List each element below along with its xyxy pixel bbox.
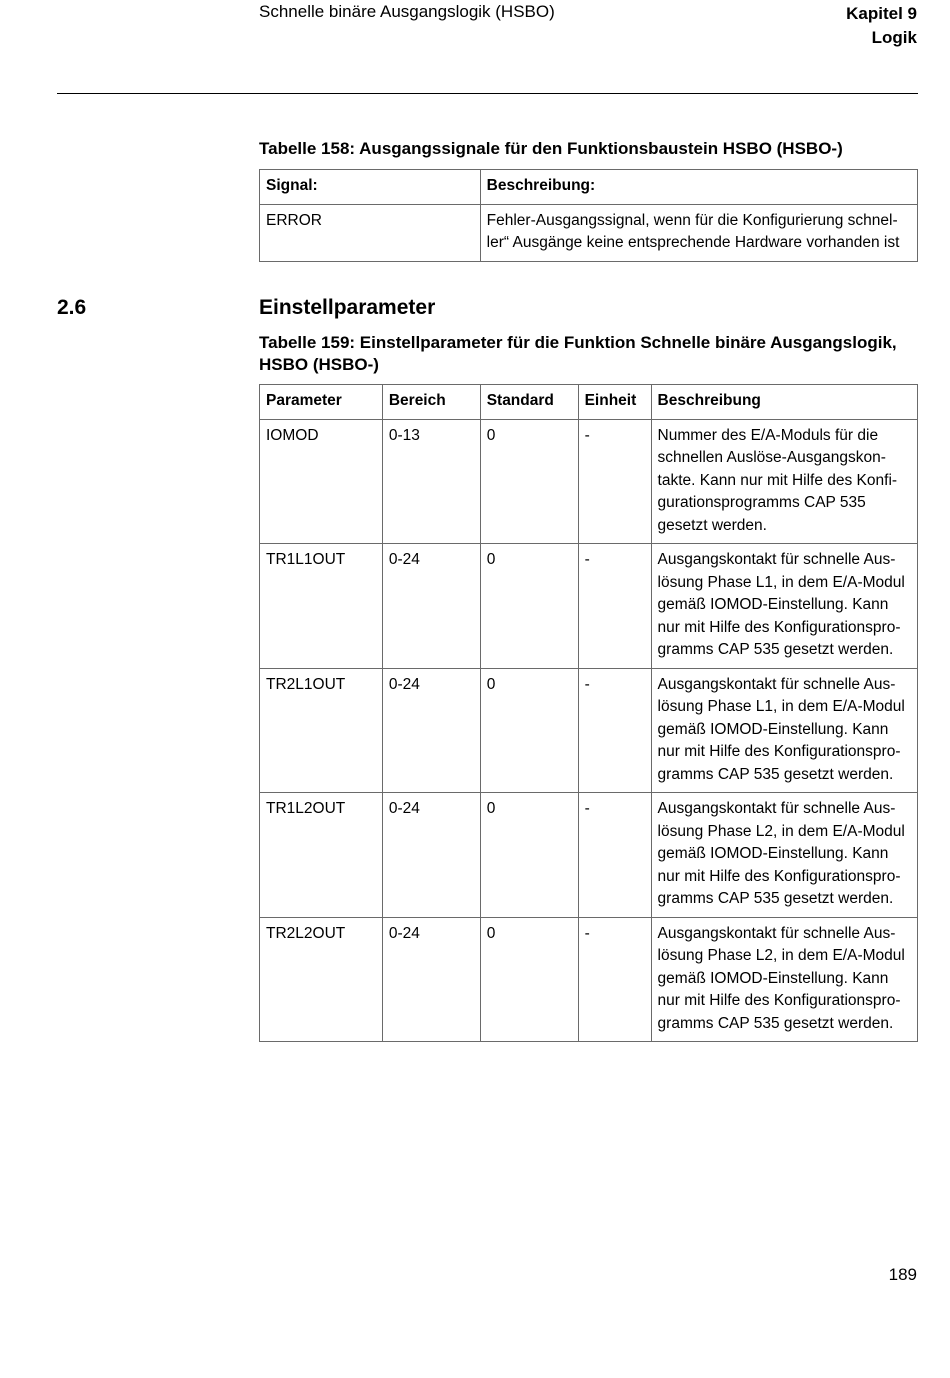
chapter-title: Logik xyxy=(871,28,917,47)
unit-cell: - xyxy=(578,668,651,793)
column-header-unit: Einheit xyxy=(578,385,651,420)
unit-cell: - xyxy=(578,793,651,918)
description-cell: Ausgangskontakt für schnelle Aus- lösung Phase L2, in dem E/A-Modul gemäß IOMOD-Einstellung. Kann nur mit Hilfe des Konfigurationspro- gramms CAP 535 gesetzt werden. xyxy=(651,793,917,918)
unit-cell: - xyxy=(578,544,651,669)
column-header-description: Beschreibung xyxy=(651,385,917,420)
table-158 xyxy=(259,169,918,262)
table-header-row xyxy=(260,170,918,205)
table-row xyxy=(260,917,918,1042)
table-row xyxy=(260,544,918,669)
chapter-heading xyxy=(846,2,917,50)
column-header-parameter: Parameter xyxy=(260,385,383,420)
unit-cell: - xyxy=(578,419,651,544)
parameter-cell: TR2L2OUT xyxy=(260,917,383,1042)
description-cell: Ausgangskontakt für schnelle Aus- lösung Phase L1, in dem E/A-Modul gemäß IOMOD-Einstellung. Kann nur mit Hilfe des Konfigurationspro- gramms CAP 535 gesetzt werden. xyxy=(651,668,917,793)
column-header-range: Bereich xyxy=(382,385,480,420)
default-cell: 0 xyxy=(480,544,578,669)
column-header-signal: Signal: xyxy=(260,170,481,205)
parameter-cell: TR1L1OUT xyxy=(260,544,383,669)
description-cell: Ausgangskontakt für schnelle Aus- lösung Phase L1, in dem E/A-Modul gemäß IOMOD-Einstellung. Kann nur mit Hilfe des Konfigurationspro- gramms CAP 535 gesetzt werden. xyxy=(651,544,917,669)
range-cell: 0-24 xyxy=(382,793,480,918)
section-number: 2.6 xyxy=(57,296,87,319)
default-cell: 0 xyxy=(480,668,578,793)
description-cell: Fehler-Ausgangssignal, wenn für die Konfigurierung schnel- ler“ Ausgänge keine entsprechende Hardware vorhanden ist xyxy=(480,204,917,261)
signal-cell: ERROR xyxy=(260,204,481,261)
range-cell: 0-13 xyxy=(382,419,480,544)
parameter-cell: TR2L1OUT xyxy=(260,668,383,793)
table-row xyxy=(260,204,918,261)
table-159-caption: Tabelle 159: Einstellparameter für die Funktion Schnelle binäre Ausgangslogik, HSBO (HSBO-) xyxy=(259,333,897,374)
page-number: 189 xyxy=(888,1265,917,1284)
table-row xyxy=(260,793,918,918)
table-row xyxy=(260,668,918,793)
table-158-caption: Tabelle 158: Ausgangssignale für den Funktionsbaustein HSBO (HSBO-) xyxy=(259,139,843,158)
table-row xyxy=(260,419,918,544)
default-cell: 0 xyxy=(480,917,578,1042)
chapter-number: Kapitel 9 xyxy=(846,4,917,23)
description-cell: Ausgangskontakt für schnelle Aus- lösung Phase L2, in dem E/A-Modul gemäß IOMOD-Einstellung. Kann nur mit Hilfe des Konfigurationspro- gramms CAP 535 gesetzt werden. xyxy=(651,917,917,1042)
parameter-cell: TR1L2OUT xyxy=(260,793,383,918)
range-cell: 0-24 xyxy=(382,544,480,669)
table-header-row xyxy=(260,385,918,420)
default-cell: 0 xyxy=(480,793,578,918)
range-cell: 0-24 xyxy=(382,917,480,1042)
description-cell: Nummer des E/A-Moduls für die schnellen Auslöse-Ausgangskon- takte. Kann nur mit Hilfe des Konfi- gurationsprogramms CAP 535 gesetzt werden. xyxy=(651,419,917,544)
default-cell: 0 xyxy=(480,419,578,544)
section-title: Einstellparameter xyxy=(259,296,436,319)
range-cell: 0-24 xyxy=(382,668,480,793)
column-header-default: Standard xyxy=(480,385,578,420)
header-rule xyxy=(57,93,918,94)
running-header: Schnelle binäre Ausgangslogik (HSBO) xyxy=(259,2,555,21)
unit-cell: - xyxy=(578,917,651,1042)
table-159 xyxy=(259,384,918,1042)
column-header-description: Beschreibung: xyxy=(480,170,917,205)
parameter-cell: IOMOD xyxy=(260,419,383,544)
